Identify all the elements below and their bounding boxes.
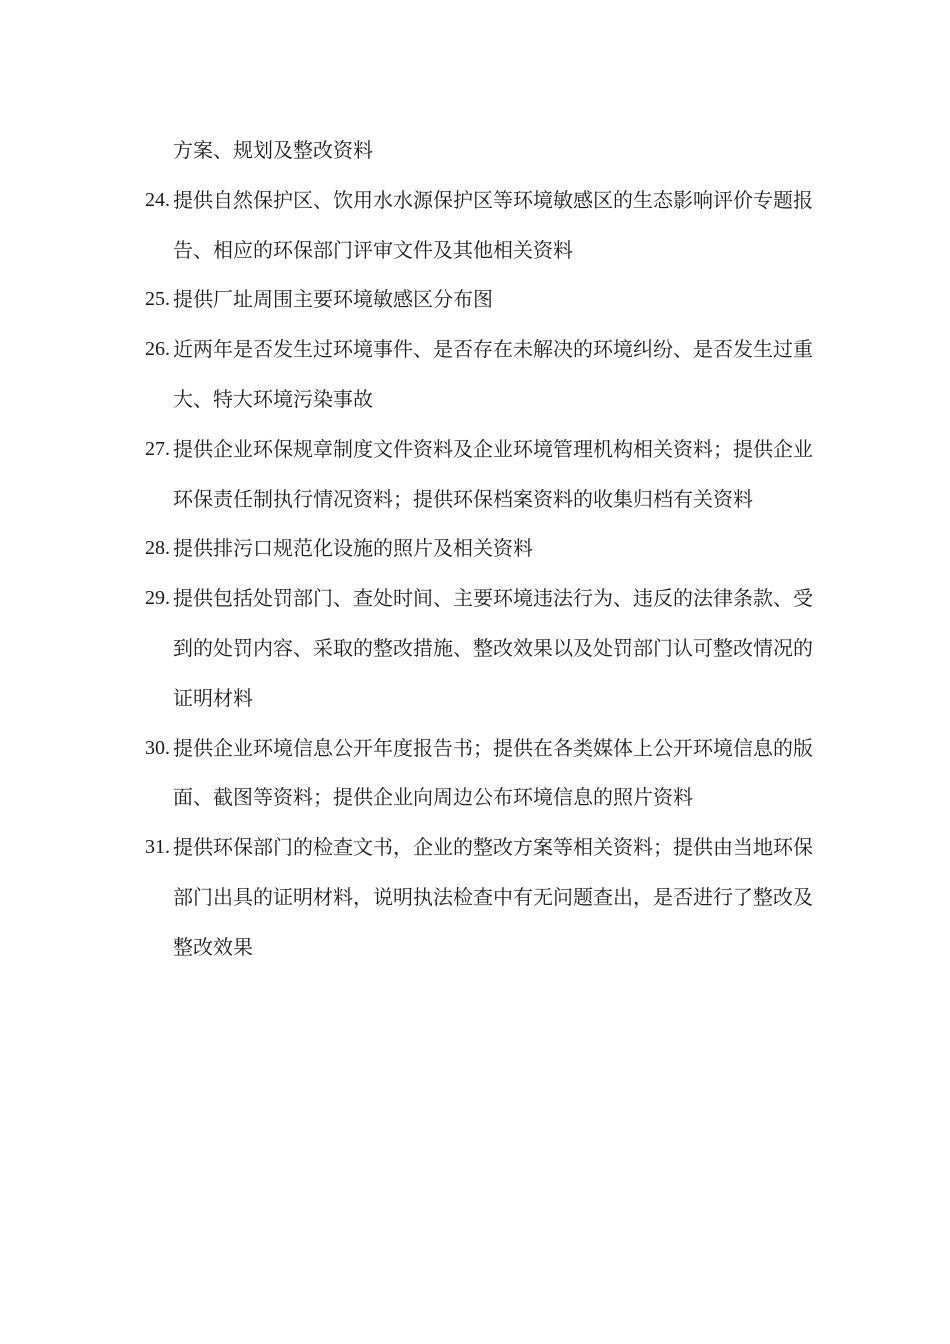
item-text: 提供自然保护区、饮用水水源保护区等环境敏感区的生态影响评价专题报告、相应的环保部门评审文件及其他相关资料 (173, 187, 813, 262)
item-number: 25. (145, 288, 170, 311)
item-text: 提供企业环保规章制度文件资料及企业环境管理机构相关资料；提供企业环保责任制执行情况资料；提供环保档案资料的收集归档有关资料 (173, 436, 813, 511)
item-number: 29. (145, 587, 170, 610)
item-number: 31. (145, 836, 170, 859)
list-item-27 (145, 425, 815, 525)
item-number: 24. (145, 188, 170, 211)
list-item-28 (145, 524, 815, 574)
item-number: 26. (145, 338, 170, 361)
list-item-31 (145, 823, 815, 972)
item-number: 30. (145, 736, 170, 759)
item-text: 提供包括处罚部门、查处时间、主要环境违法行为、违反的法律条款、受到的处罚内容、采取的整改措施、整改效果以及处罚部门认可整改情况的证明材料 (173, 586, 813, 710)
item-text: 提供排污口规范化设施的照片及相关资料 (173, 536, 533, 561)
list-item-26 (145, 325, 815, 425)
list-item-25 (145, 275, 815, 325)
item-number: 28. (145, 537, 170, 560)
list-item-30 (145, 724, 815, 824)
item-text: 提供企业环境信息公开年度报告书；提供在各类媒体上公开环境信息的版面、截图等资料；提供企业向周边公布环境信息的照片资料 (173, 735, 813, 810)
document-body (145, 126, 815, 973)
item-text: 近两年是否发生过环境事件、是否存在未解决的环境纠纷、是否发生过重大、特大环境污染事故 (173, 337, 813, 411)
item-number: 27. (145, 437, 170, 460)
item-text: 提供厂址周围主要环境敏感区分布图 (173, 287, 493, 312)
list-item-29 (145, 574, 815, 723)
continued-paragraph: 方案、规划及整改资料 (173, 138, 373, 162)
list-item-24 (145, 176, 815, 276)
item-text: 提供环保部门的检查文书，企业的整改方案等相关资料；提供由当地环保部门出具的证明材料，说明执法检查中有无问题查出，是否进行了整改及整改效果 (173, 835, 813, 959)
